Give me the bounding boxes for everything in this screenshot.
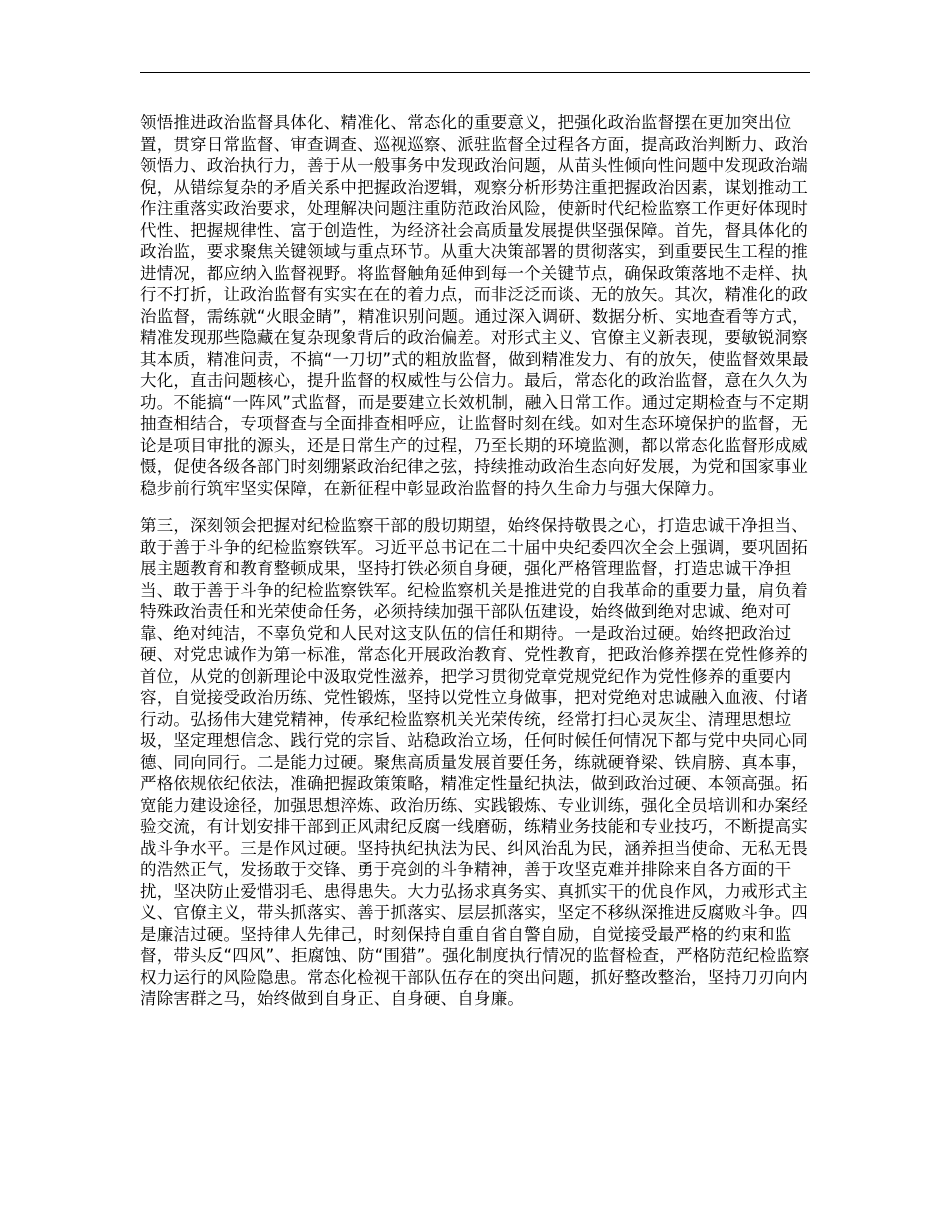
paragraph-political-supervision: 领悟推进政治监督具体化、精准化、常态化的重要意义，把强化政治监督摆在更加突出位置，贯穿日常监督、审查调查、巡视巡察、派驻监督全过程各方面，提高政治判断力、政治领悟力、政治执行力，善于从一般事务中发现政治问题，从苗头性倾向性问题中发现政治端倪，从错综复杂的矛盾关系中把握政治逻辑，观察分析形势注重把握政治因素，谋划推动工作注重落实政治要求，处理解决问题注重防范政治风险，使新时代纪检监察工作更好体现时代性、把握规律性、富于创造性，为经济社会高质量发展提供坚强保障。首先，督具体化的政治监，要求聚焦关键领域与重点环节。从重大决策部署的贯彻落实，到重要民生工程的推进情况，都应纳入监督视野。将监督触角延伸到每一个关键节点，确保政策落地不走样、执行不打折，让政治监督有实实在在的着力点，而非泛泛而谈、无的放矢。其次，精准化的政治监督，需练就“火眼金睛”，精准识别问题。通过深入调研、数据分析、实地查看等方式，精准发现那些隐藏在复杂现象背后的政治偏差。对形式主义、官僚主义新表现，要敏锐洞察其本质，精准问责，不搞“一刀切”式的粗放监督，做到精准发力、有的放矢，使监督效果最大化，直击问题核心，提升监督的权威性与公信力。最后，常态化的政治监督，意在久久为功。不能搞“一阵风”式监督，而是要建立长效机制，融入日常工作。通过定期检查与不定期抽查相结合，专项督查与全面排查相呼应，让监督时刻在线。如对生态环境保护的监督，无论是项目审批的源头，还是日常生产的过程，乃至长期的环境监测，都以常态化监督形成威慑，促使各级各部门时刻绷紧政治纪律之弦，持续推动政治生态向好发展，为党和国家事业稳步前行筑牢坚实保障，在新征程中彰显政治监督的持久生命力与强大保障力。	[140, 113, 809, 498]
document-body	[140, 112, 812, 1010]
paragraph-discipline-cadres: 第三，深刻领会把握对纪检监察干部的殷切期望，始终保持敬畏之心，打造忠诚干净担当、敢于善于斗争的纪检监察铁军。习近平总书记在二十届中央纪委四次全会上强调，要巩固拓展主题教育和教育整顿成果，坚持打铁必须自身硬，强化严格管理监督，打造忠诚干净担当、敢于善于斗争的纪检监察铁军。纪检监察机关是推进党的自我革命的重要力量，肩负着特殊政治责任和光荣使命任务，必须持续加强干部队伍建设，始终做到绝对忠诚、绝对可靠、绝对纯洁，不辜负党和人民对这支队伍的信任和期待。一是政治过硬。始终把政治过硬、对党忠诚作为第一标准，常态化开展政治教育、党性教育，把政治修养摆在党性修养的首位，从党的创新理论中汲取党性滋养，把学习贯彻党章党规党纪作为党性修养的重要内容，自觉接受政治历练、党性锻炼，坚持以党性立身做事，把对党绝对忠诚融入血液、付诸行动。弘扬伟大建党精神，传承纪检监察机关光荣传统，经常打扫心灵灰尘、清理思想垃圾，坚定理想信念、践行党的宗旨、站稳政治立场，任何时候任何情况下都与党中央同心同德、同向同行。二是能力过硬。聚焦高质量发展首要任务，练就硬脊梁、铁肩膀、真本事，严格依规依纪依法，准确把握政策策略，精准定性量纪执法，做到政治过硬、本领高强。拓宽能力建设途径，加强思想淬炼、政治历练、实践锻炼、专业训练，强化全员培训和办案经验交流，有计划安排干部到正风肃纪反腐一线磨砺，练精业务技能和专业技巧，不断提高实战斗争水平。三是作风过硬。坚持执纪执法为民、纠风治乱为民，涵养担当使命、无私无畏的浩然正气，发扬敢于交锋、勇于亮剑的斗争精神，善于攻坚克难并排除来自各方面的干扰，坚决防止爱惜羽毛、患得患失。大力弘扬求真务实、真抓实干的优良作风，力戒形式主义、官僚主义，带头抓落实、善于抓落实、层层抓落实，坚定不移纵深推进反腐败斗争。四是廉洁过硬。坚持律人先律己，时刻保持自重自省自警自励，自觉接受最严格的约束和监督，带头反“四风”、拒腐蚀、防“围猎”。强化制度执行情况的监督检查，严格防范纪检监察权力运行的风险隐患。常态化检视干部队伍存在的突出问题，抓好整改整治，坚持刀刃向内清除害群之马，始终做到自身正、自身硬、自身廉。	[140, 516, 810, 1008]
header-rule	[140, 72, 810, 73]
